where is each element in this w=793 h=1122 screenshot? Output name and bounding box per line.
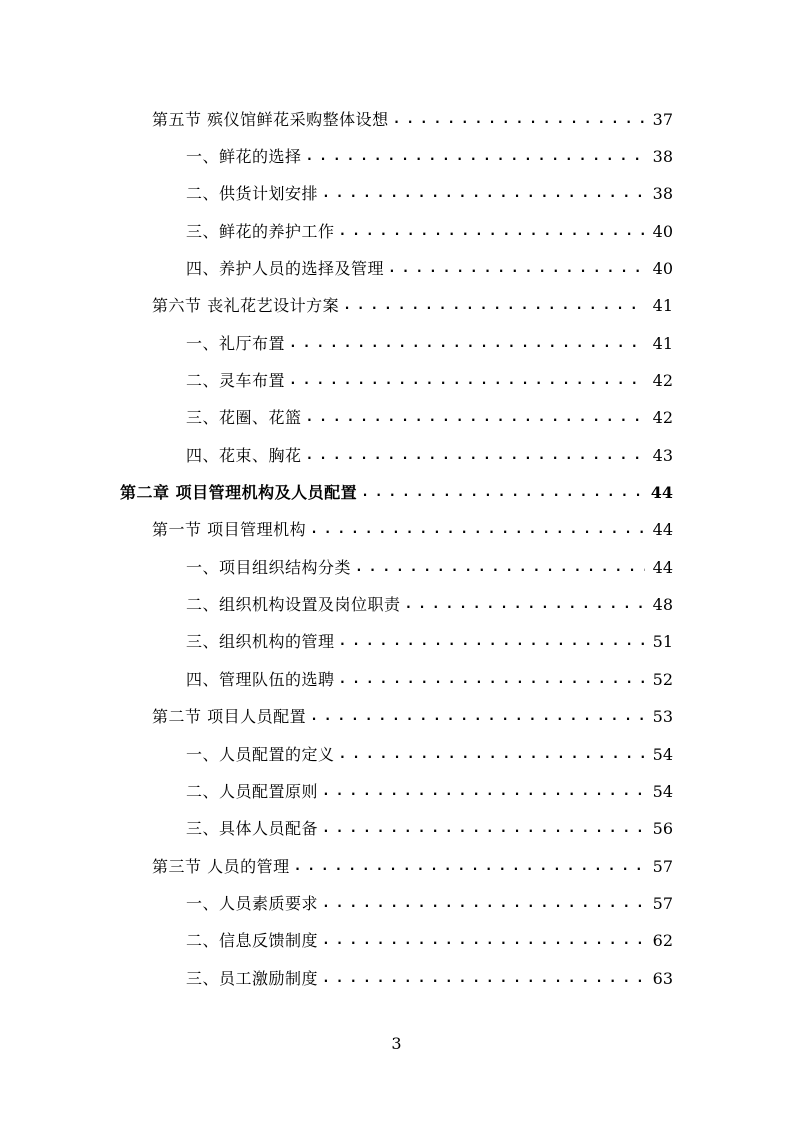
- toc-dot-leader: [322, 894, 645, 914]
- toc-entry[interactable]: [0, 213, 793, 250]
- toc-dot-leader: [322, 819, 645, 839]
- toc-entry-page: 48: [652, 595, 673, 615]
- toc-entry-page: 53: [652, 707, 673, 727]
- toc-entry[interactable]: [0, 474, 793, 511]
- toc-entry[interactable]: [0, 773, 793, 810]
- toc-dot-leader: [339, 222, 645, 242]
- table-of-contents: [0, 101, 793, 997]
- toc-entry[interactable]: [0, 325, 793, 362]
- toc-entry-title: 三、组织机构的管理: [186, 632, 335, 652]
- toc-entry-title: 一、礼厅布置: [186, 333, 286, 353]
- toc-entry-page: 41: [652, 296, 673, 316]
- toc-entry-page: 44: [650, 483, 673, 503]
- toc-entry-page: 57: [652, 856, 673, 876]
- toc-entry[interactable]: [0, 960, 793, 997]
- toc-entry[interactable]: [0, 362, 793, 399]
- toc-entry-page: 63: [652, 968, 673, 988]
- toc-entry-page: 62: [652, 931, 673, 951]
- toc-entry[interactable]: [0, 885, 793, 922]
- toc-entry[interactable]: [0, 512, 793, 549]
- toc-entry[interactable]: [0, 250, 793, 287]
- toc-dot-leader: [289, 371, 645, 391]
- toc-entry-title: 第六节 丧礼花艺设计方案: [152, 296, 340, 316]
- toc-dot-leader: [343, 296, 645, 316]
- toc-entry[interactable]: [0, 661, 793, 698]
- toc-entry-title: 二、灵车布置: [186, 371, 286, 391]
- toc-dot-leader: [405, 595, 645, 615]
- toc-entry-title: 一、项目组织结构分类: [186, 557, 352, 577]
- toc-entry-page: 54: [652, 744, 673, 764]
- toc-entry-page: 44: [652, 557, 673, 577]
- toc-entry-title: 四、养护人员的选择及管理: [186, 259, 385, 279]
- toc-entry-page: 54: [652, 781, 673, 801]
- toc-dot-leader: [306, 408, 645, 428]
- toc-entry-page: 37: [652, 109, 673, 129]
- toc-entry-title: 二、信息反馈制度: [186, 931, 319, 951]
- toc-entry-title: 一、鲜花的选择: [186, 147, 302, 167]
- toc-entry-page: 51: [652, 632, 673, 652]
- toc-dot-leader: [322, 184, 645, 204]
- toc-entry-title: 二、供货计划安排: [186, 184, 319, 204]
- toc-entry[interactable]: [0, 624, 793, 661]
- toc-entry-title: 三、具体人员配备: [186, 819, 319, 839]
- page-number: 3: [391, 1034, 402, 1053]
- toc-dot-leader: [322, 931, 645, 951]
- toc-entry-page: 42: [652, 408, 673, 428]
- toc-dot-leader: [339, 670, 645, 690]
- toc-entry-title: 第一节 项目管理机构: [152, 520, 307, 540]
- toc-entry[interactable]: [0, 400, 793, 437]
- toc-entry-title: 四、管理队伍的选聘: [186, 669, 335, 689]
- toc-dot-leader: [294, 857, 645, 877]
- toc-entry-title: 一、人员配置的定义: [186, 744, 335, 764]
- toc-entry-page: 41: [652, 333, 673, 353]
- toc-dot-leader: [355, 558, 645, 578]
- toc-entry[interactable]: [0, 101, 793, 138]
- toc-entry[interactable]: [0, 437, 793, 474]
- toc-entry-title: 三、员工激励制度: [186, 968, 319, 988]
- toc-entry-title: 第五节 殡仪馆鲜花采购整体设想: [152, 109, 389, 129]
- toc-entry-title: 第三节 人员的管理: [152, 856, 290, 876]
- toc-entry-page: 42: [652, 371, 673, 391]
- toc-dot-leader: [306, 446, 645, 466]
- toc-entry-page: 38: [652, 147, 673, 167]
- toc-dot-leader: [289, 334, 645, 354]
- toc-dot-leader: [322, 969, 645, 989]
- toc-dot-leader: [388, 259, 645, 279]
- toc-entry-title: 第二节 项目人员配置: [152, 707, 307, 727]
- toc-dot-leader: [306, 147, 645, 167]
- toc-entry-page: 43: [652, 445, 673, 465]
- toc-entry-page: 56: [652, 819, 673, 839]
- toc-entry-title: 二、人员配置原则: [186, 781, 319, 801]
- toc-dot-leader: [310, 707, 645, 727]
- toc-entry[interactable]: [0, 699, 793, 736]
- toc-entry-title: 第二章 项目管理机构及人员配置: [120, 483, 358, 503]
- toc-entry-page: 52: [652, 669, 673, 689]
- toc-entry-page: 38: [652, 184, 673, 204]
- toc-dot-leader: [322, 782, 645, 802]
- toc-entry-page: 40: [652, 221, 673, 241]
- toc-entry-title: 三、鲜花的养护工作: [186, 221, 335, 241]
- toc-entry[interactable]: [0, 811, 793, 848]
- toc-dot-leader: [393, 110, 645, 130]
- toc-entry-title: 三、花圈、花篮: [186, 408, 302, 428]
- toc-entry[interactable]: [0, 288, 793, 325]
- toc-entry-page: 57: [652, 893, 673, 913]
- toc-dot-leader: [361, 483, 643, 503]
- toc-entry[interactable]: [0, 138, 793, 175]
- toc-dot-leader: [339, 632, 645, 652]
- toc-entry[interactable]: [0, 848, 793, 885]
- toc-dot-leader: [310, 520, 645, 540]
- toc-entry[interactable]: [0, 176, 793, 213]
- toc-entry-title: 二、组织机构设置及岗位职责: [186, 595, 401, 615]
- toc-dot-leader: [339, 745, 645, 765]
- toc-entry[interactable]: [0, 736, 793, 773]
- toc-entry-title: 一、人员素质要求: [186, 893, 319, 913]
- toc-entry-page: 40: [652, 259, 673, 279]
- toc-entry-title: 四、花束、胸花: [186, 445, 302, 465]
- toc-entry[interactable]: [0, 586, 793, 623]
- toc-entry[interactable]: [0, 549, 793, 586]
- toc-entry-page: 44: [652, 520, 673, 540]
- toc-entry[interactable]: [0, 923, 793, 960]
